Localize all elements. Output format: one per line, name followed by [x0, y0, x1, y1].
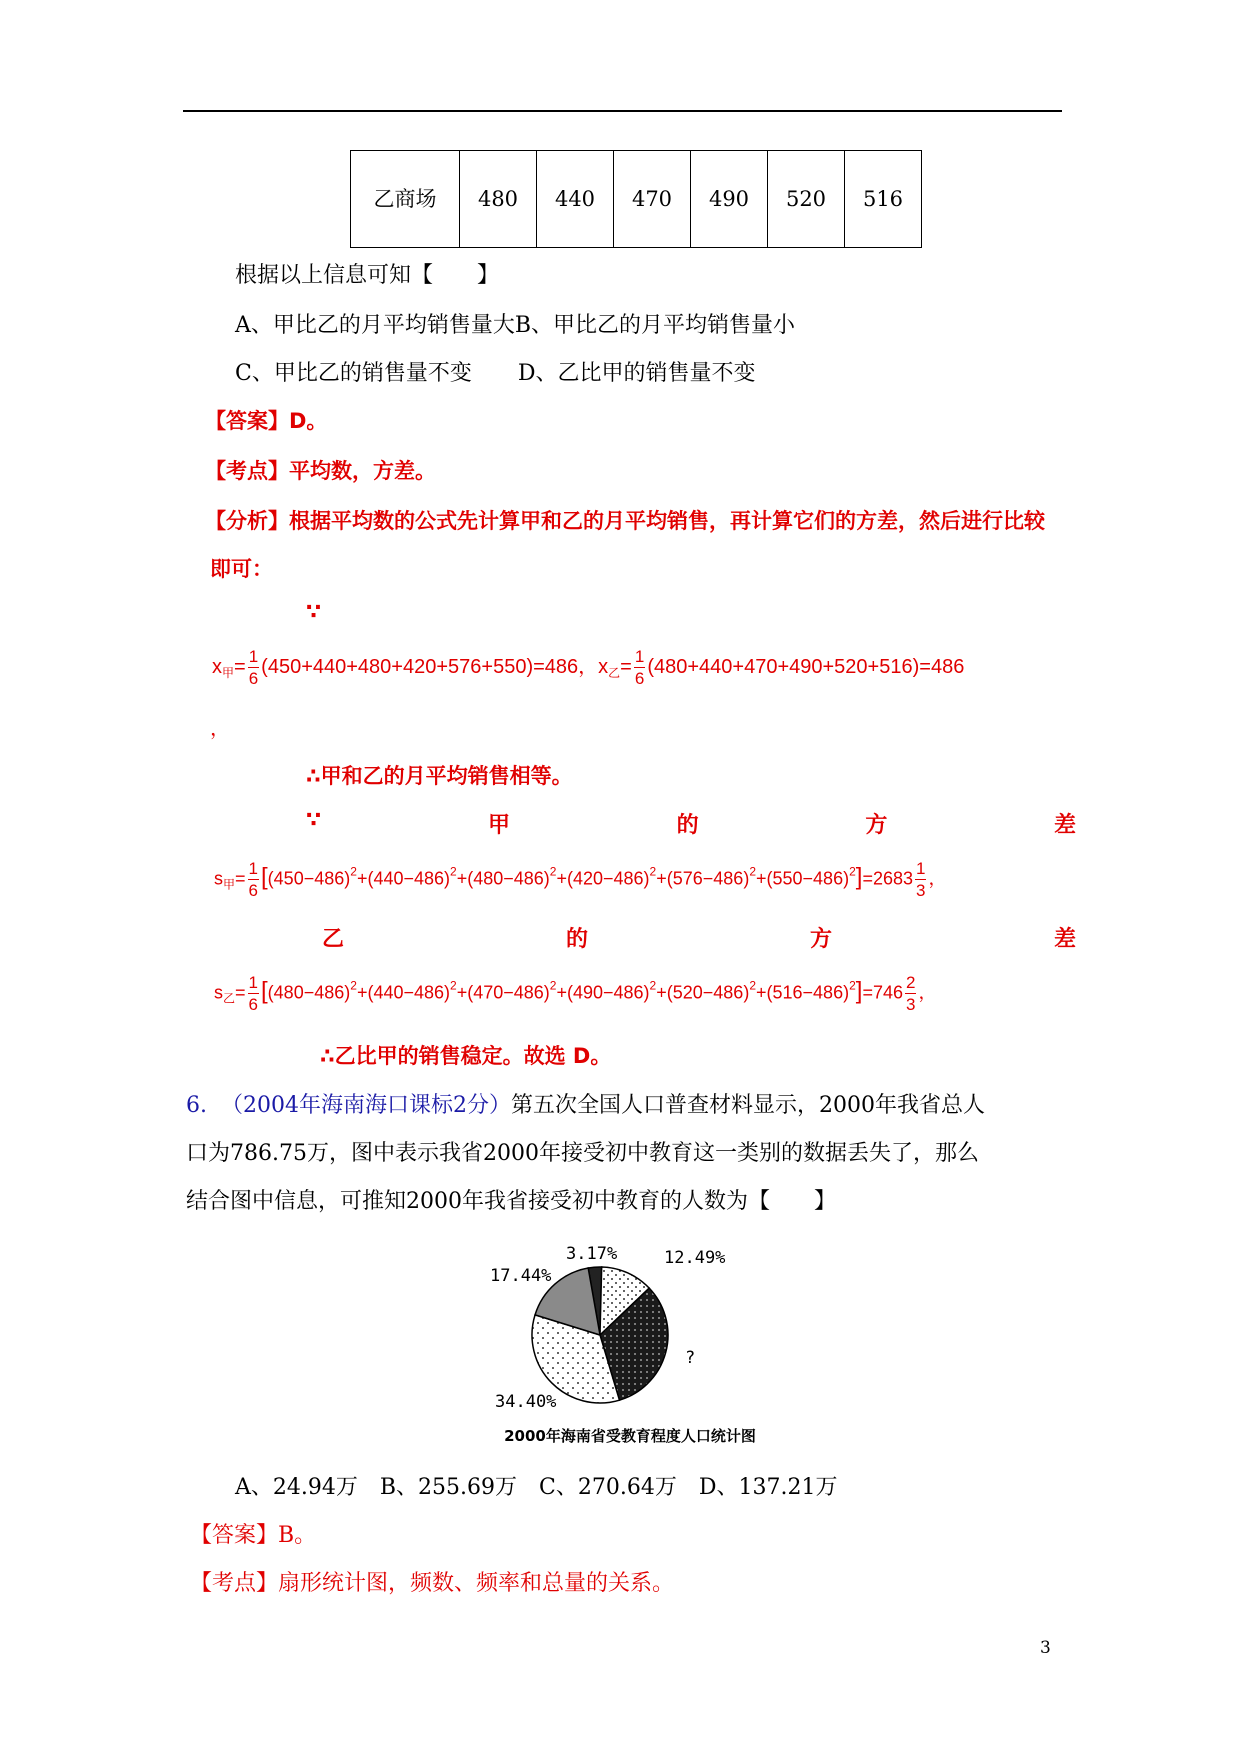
answer-tag: 【答案】 [205, 409, 289, 433]
chart-title: 2000年海南省受教育程度人口统计图 [504, 1427, 756, 1445]
numerator: 1 [916, 859, 926, 878]
heading-word: 甲 [487, 813, 510, 838]
q6-stem-line-2: 口为786.75万，图中表示我省2000年接受初中教育这一类别的数据丢失了，那么 [186, 1141, 979, 1166]
q5-options-ab [235, 308, 795, 339]
numerator: 1 [248, 859, 258, 878]
exponent: 2 [849, 864, 856, 879]
equals-sign: = [235, 982, 246, 1003]
option-c: C、甲比乙的销售量不变 [235, 361, 472, 386]
q5-point [205, 455, 436, 485]
var-term: +(420−486) [556, 868, 650, 889]
table-cell: 470 [614, 151, 691, 248]
heading-word: 方 [809, 927, 832, 952]
var-term: (450−486) [267, 868, 351, 889]
heading-word: 差 [1053, 813, 1076, 838]
exponent: 2 [649, 978, 657, 993]
var-symbol: s [214, 982, 223, 1003]
mean-yi-var: x [598, 655, 609, 678]
exponent: 2 [749, 864, 756, 879]
question-number: 6. [186, 1093, 207, 1118]
var-result: =2683 [862, 868, 913, 889]
slice-label-unknown: ? [685, 1348, 696, 1368]
var-jia-formula: $s_甲=$ $\frac{1}{6}$ $[(450-486)^2+(440-486)^2+(480-486)^2+(420-486)^2+(576-486)^2+(550-486)^2]=2683$ $\frac{1}{3}$ ， [214, 859, 947, 900]
sales-table [350, 150, 922, 248]
table-cell: 520 [768, 151, 845, 248]
mean-jia-sub: 甲 [222, 665, 235, 680]
slice-label-12-49: 12.49% [664, 1248, 726, 1268]
heading-word: 的 [676, 813, 699, 838]
denominator: 6 [634, 669, 645, 688]
var-term: (480−486) [267, 982, 351, 1003]
answer-tag: 【答案】 [190, 1523, 279, 1548]
table-cell: 440 [537, 151, 614, 248]
option-b: B、甲比乙的月平均销售量小 [514, 313, 796, 338]
mean-yi-sub: 乙 [608, 665, 621, 680]
point-tag: 【考点】 [205, 459, 289, 483]
heading-word: 的 [565, 927, 588, 952]
slice-label-17-44: 17.44% [490, 1266, 552, 1286]
fraction [248, 648, 259, 687]
exponent: 2 [549, 864, 557, 879]
var-symbol: s [214, 868, 223, 889]
answer-value: D。 [289, 409, 328, 433]
exponent: 2 [549, 978, 557, 993]
heading-word: 乙 [322, 927, 345, 952]
point-text: 平均数，方差。 [289, 459, 436, 483]
denominator: 3 [905, 995, 916, 1014]
option-d: D、乙比甲的销售量不变 [517, 361, 756, 386]
var-term: +(480−486) [456, 868, 550, 889]
denominator: 3 [916, 881, 926, 900]
point-text: 扇形统计图，频数、频率和总量的关系。 [278, 1571, 675, 1596]
denominator: 6 [248, 881, 258, 900]
pie-chart [470, 1225, 790, 1450]
mean-jia-body: (450+440+480+420+576+550)=486 [261, 655, 579, 678]
table-cell: 480 [460, 151, 537, 248]
var-term: +(516−486) [756, 982, 850, 1003]
exponent: 2 [350, 864, 357, 879]
heading-word: 差 [1053, 927, 1076, 952]
equals-sign: = [234, 655, 246, 678]
analysis-tag: 【分析】 [205, 509, 289, 533]
var-yi-heading [322, 922, 1076, 953]
comma: ， [918, 982, 937, 1003]
stem-text: 第五次全国人口普查材料显示，2000年我省总人 [511, 1093, 985, 1118]
exponent: 2 [350, 978, 357, 993]
numerator: 2 [905, 973, 916, 992]
analysis-line-2: 即可： [210, 557, 273, 581]
pie-slices [532, 1267, 668, 1403]
page-number: 3 [1040, 1638, 1051, 1658]
equal-conclusion: ∴甲和乙的月平均销售相等。 [306, 764, 573, 788]
var-term: +(440−486) [356, 868, 451, 889]
exponent: 2 [849, 978, 856, 993]
table-row [351, 151, 922, 248]
trailing-comma: ， [210, 716, 230, 740]
denominator: 6 [248, 995, 258, 1014]
because-symbol: ∵ [306, 600, 322, 625]
q6-point [190, 1566, 674, 1597]
numerator: 1 [248, 973, 258, 992]
slice-label-3-17: 3.17% [566, 1244, 618, 1264]
row-label-cell: 乙商场 [351, 151, 460, 248]
q5-analysis [205, 505, 1045, 535]
q6-stem-line-1 [186, 1088, 985, 1119]
exponent: 2 [749, 978, 756, 993]
table-cell: 516 [845, 151, 922, 248]
header-rule [183, 110, 1062, 112]
q5-answer [205, 405, 327, 435]
var-term: +(440−486) [356, 982, 451, 1003]
exponent: 2 [649, 864, 657, 879]
exponent: 2 [450, 978, 457, 993]
fraction [248, 974, 259, 1013]
q5-options-cd [235, 356, 755, 387]
comma: ， [928, 868, 947, 889]
heading-word: ∵ [306, 808, 322, 833]
var-sub: 甲 [223, 877, 236, 892]
q5-conclusion: ∴乙比甲的销售稳定。故选 D。 [320, 1044, 612, 1068]
comma: ， [578, 655, 599, 678]
mean-jia-var: x [212, 655, 222, 678]
var-term: +(520−486) [656, 982, 750, 1003]
answer-value: B。 [278, 1523, 317, 1548]
q5-stem: 根据以上信息可知【 】 [235, 263, 500, 288]
var-term: +(576−486) [656, 868, 750, 889]
q6-options: A、24.94万 B、255.69万 C、270.64万 D、137.21万 [235, 1475, 838, 1500]
question-source: （2004年海南海口课标2分） [221, 1093, 511, 1118]
table-cell: 490 [691, 151, 768, 248]
fraction [905, 974, 916, 1013]
var-yi-formula: $s_乙=$ $\frac{1}{6}$ $[(480-486)^2+(440-486)^2+(470-486)^2+(490-486)^2+(520-486)^2+(516-486)^2]=746$ $\frac{2}{3}$ ， [214, 973, 937, 1014]
var-sub: 乙 [223, 991, 236, 1006]
mean-yi-body: (480+440+470+490+520+516)=486 [647, 655, 965, 678]
equals-sign: = [235, 868, 246, 889]
denominator: 6 [248, 669, 259, 688]
fraction [915, 860, 926, 899]
fraction [634, 648, 645, 687]
var-term: +(470−486) [456, 982, 550, 1003]
var-result: =746 [862, 982, 903, 1003]
q6-answer [190, 1518, 316, 1549]
numerator: 1 [248, 647, 259, 666]
option-a: A、甲比乙的月平均销售量大 [235, 313, 515, 338]
equals-sign: = [620, 655, 632, 678]
numerator: 1 [634, 647, 645, 666]
mean-formulas [212, 648, 964, 687]
var-jia-heading [306, 808, 1076, 839]
slice-label-34-40: 34.40% [495, 1392, 557, 1412]
exponent: 2 [450, 864, 457, 879]
point-tag: 【考点】 [190, 1571, 279, 1596]
heading-word: 方 [865, 813, 888, 838]
fraction [248, 860, 259, 899]
var-term: +(550−486) [756, 868, 850, 889]
analysis-text: 根据平均数的公式先计算甲和乙的月平均销售，再计算它们的方差，然后进行比较 [289, 509, 1045, 533]
var-term: +(490−486) [556, 982, 650, 1003]
q6-stem-line-3: 结合图中信息，可推知2000年我省接受初中教育的人数为【 】 [186, 1189, 836, 1214]
